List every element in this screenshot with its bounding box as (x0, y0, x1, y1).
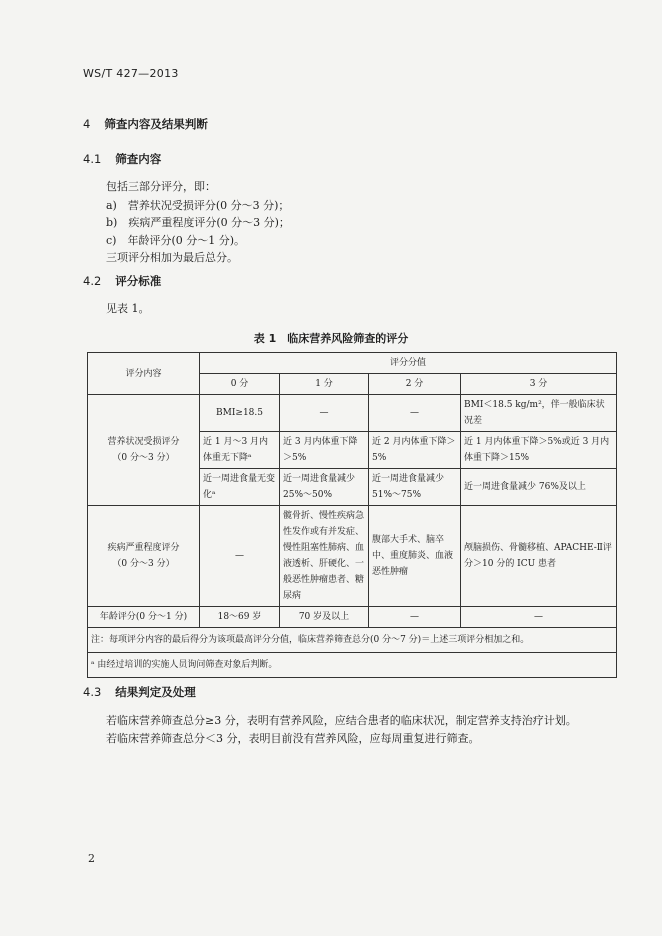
table-header-row (88, 353, 617, 374)
section-4-2-heading (83, 273, 161, 289)
section-number: 4.1 (83, 152, 102, 166)
label-range: （0 分～3 分） (112, 453, 175, 463)
section-title: 结果判定及处理 (115, 685, 196, 699)
label-range: （0 分～3 分） (112, 559, 175, 569)
list-item: b) 疾病严重程度评分(0 分～3 分)； (106, 216, 290, 229)
table-cell: 18～69 岁 (200, 607, 280, 628)
table-caption: 表 1 临床营养风险筛查的评分 (253, 332, 409, 345)
section-title: 筛查内容 (115, 152, 162, 166)
header-score: 3 分 (461, 374, 617, 395)
table-cell: 近一周进食量减少 25%～50% (280, 469, 369, 506)
header-score-value: 评分分值 (200, 353, 617, 374)
paragraph: 若临床营养筛查总分＜3 分，表明目前没有营养风险，应每周重复进行筛查。 (106, 732, 480, 745)
section-4-3-heading (83, 684, 196, 700)
paragraph: 见表 1。 (106, 302, 150, 315)
row-label-nutrition (88, 395, 200, 506)
section-number: 4 (83, 117, 91, 131)
table-note: 注：每项评分内容的最后得分为该项最高评分分值，临床营养筛查总分(0 分～7 分)＝上述三项评分相加之和。 (88, 628, 617, 653)
table-cell: — (461, 607, 617, 628)
header-score-content: 评分内容 (88, 353, 200, 395)
header-score: 1 分 (280, 374, 369, 395)
table-cell: 近 1 月内体重下降＞5%或近 3 月内体重下降＞15% (461, 432, 617, 469)
table-cell: 近 2 月内体重下降＞5% (369, 432, 461, 469)
table-cell: — (369, 395, 461, 432)
table-cell: — (369, 607, 461, 628)
standard-code: WS/T 427—2013 (83, 67, 179, 80)
page-number: 2 (88, 852, 95, 865)
table-cell: — (200, 506, 280, 607)
header-score: 0 分 (200, 374, 280, 395)
section-title: 筛查内容及结果判断 (104, 117, 208, 131)
table-cell: 颅脑损伤、骨髓移植、APACHE-Ⅱ评分＞10 分的 ICU 患者 (461, 506, 617, 607)
list-item: a) 营养状况受损评分(0 分～3 分)； (106, 199, 290, 212)
table-row (88, 506, 617, 607)
header-score: 2 分 (369, 374, 461, 395)
paragraph: 三项评分相加为最后总分。 (106, 251, 238, 264)
table-cell: 近 3 月内体重下降＞5% (280, 432, 369, 469)
label-text: 疾病严重程度评分 (107, 543, 180, 553)
table-footnote-row (88, 653, 617, 678)
table-cell: 腹部大手术、脑卒中、重度肺炎、血液恶性肿瘤 (369, 506, 461, 607)
paragraph: 若临床营养筛查总分≥3 分，表明有营养风险，应结合患者的临床状况，制定营养支持治疗计划。 (106, 714, 577, 727)
row-label-age: 年龄评分(0 分～1 分) (88, 607, 200, 628)
table-cell: 近 1 月～3 月内体重无下降ᵃ (200, 432, 280, 469)
table-footnote: ᵃ 由经过培训的实施人员询问筛查对象后判断。 (88, 653, 617, 678)
label-text: 营养状况受损评分 (107, 437, 180, 447)
table-cell: 70 岁及以上 (280, 607, 369, 628)
table-cell: 近一周进食量减少 76%及以上 (461, 469, 617, 506)
row-label-disease (88, 506, 200, 607)
table-cell: 近一周进食量减少 51%～75% (369, 469, 461, 506)
table-cell: BMI＜18.5 kg/m²，伴一般临床状况差 (461, 395, 617, 432)
table-note-row (88, 628, 617, 653)
list-item: c) 年龄评分(0 分～1 分)。 (106, 234, 246, 247)
section-number: 4.3 (83, 685, 102, 699)
table-row (88, 395, 617, 432)
table-cell: BMI≥18.5 (200, 395, 280, 432)
scoring-table (87, 352, 617, 678)
table-row (88, 607, 617, 628)
table-cell: 近一周进食量无变化ᵃ (200, 469, 280, 506)
section-4-1-heading (83, 151, 161, 167)
table-cell: — (280, 395, 369, 432)
section-number: 4.2 (83, 274, 102, 288)
section-4-heading (83, 116, 208, 132)
paragraph: 包括三部分评分，即： (106, 180, 216, 193)
section-title: 评分标准 (115, 274, 162, 288)
table-cell: 髋骨折、慢性疾病急性发作或有并发症、慢性阻塞性肺病、血液透析、肝硬化、一般恶性肿瘤患者、糖尿病 (280, 506, 369, 607)
